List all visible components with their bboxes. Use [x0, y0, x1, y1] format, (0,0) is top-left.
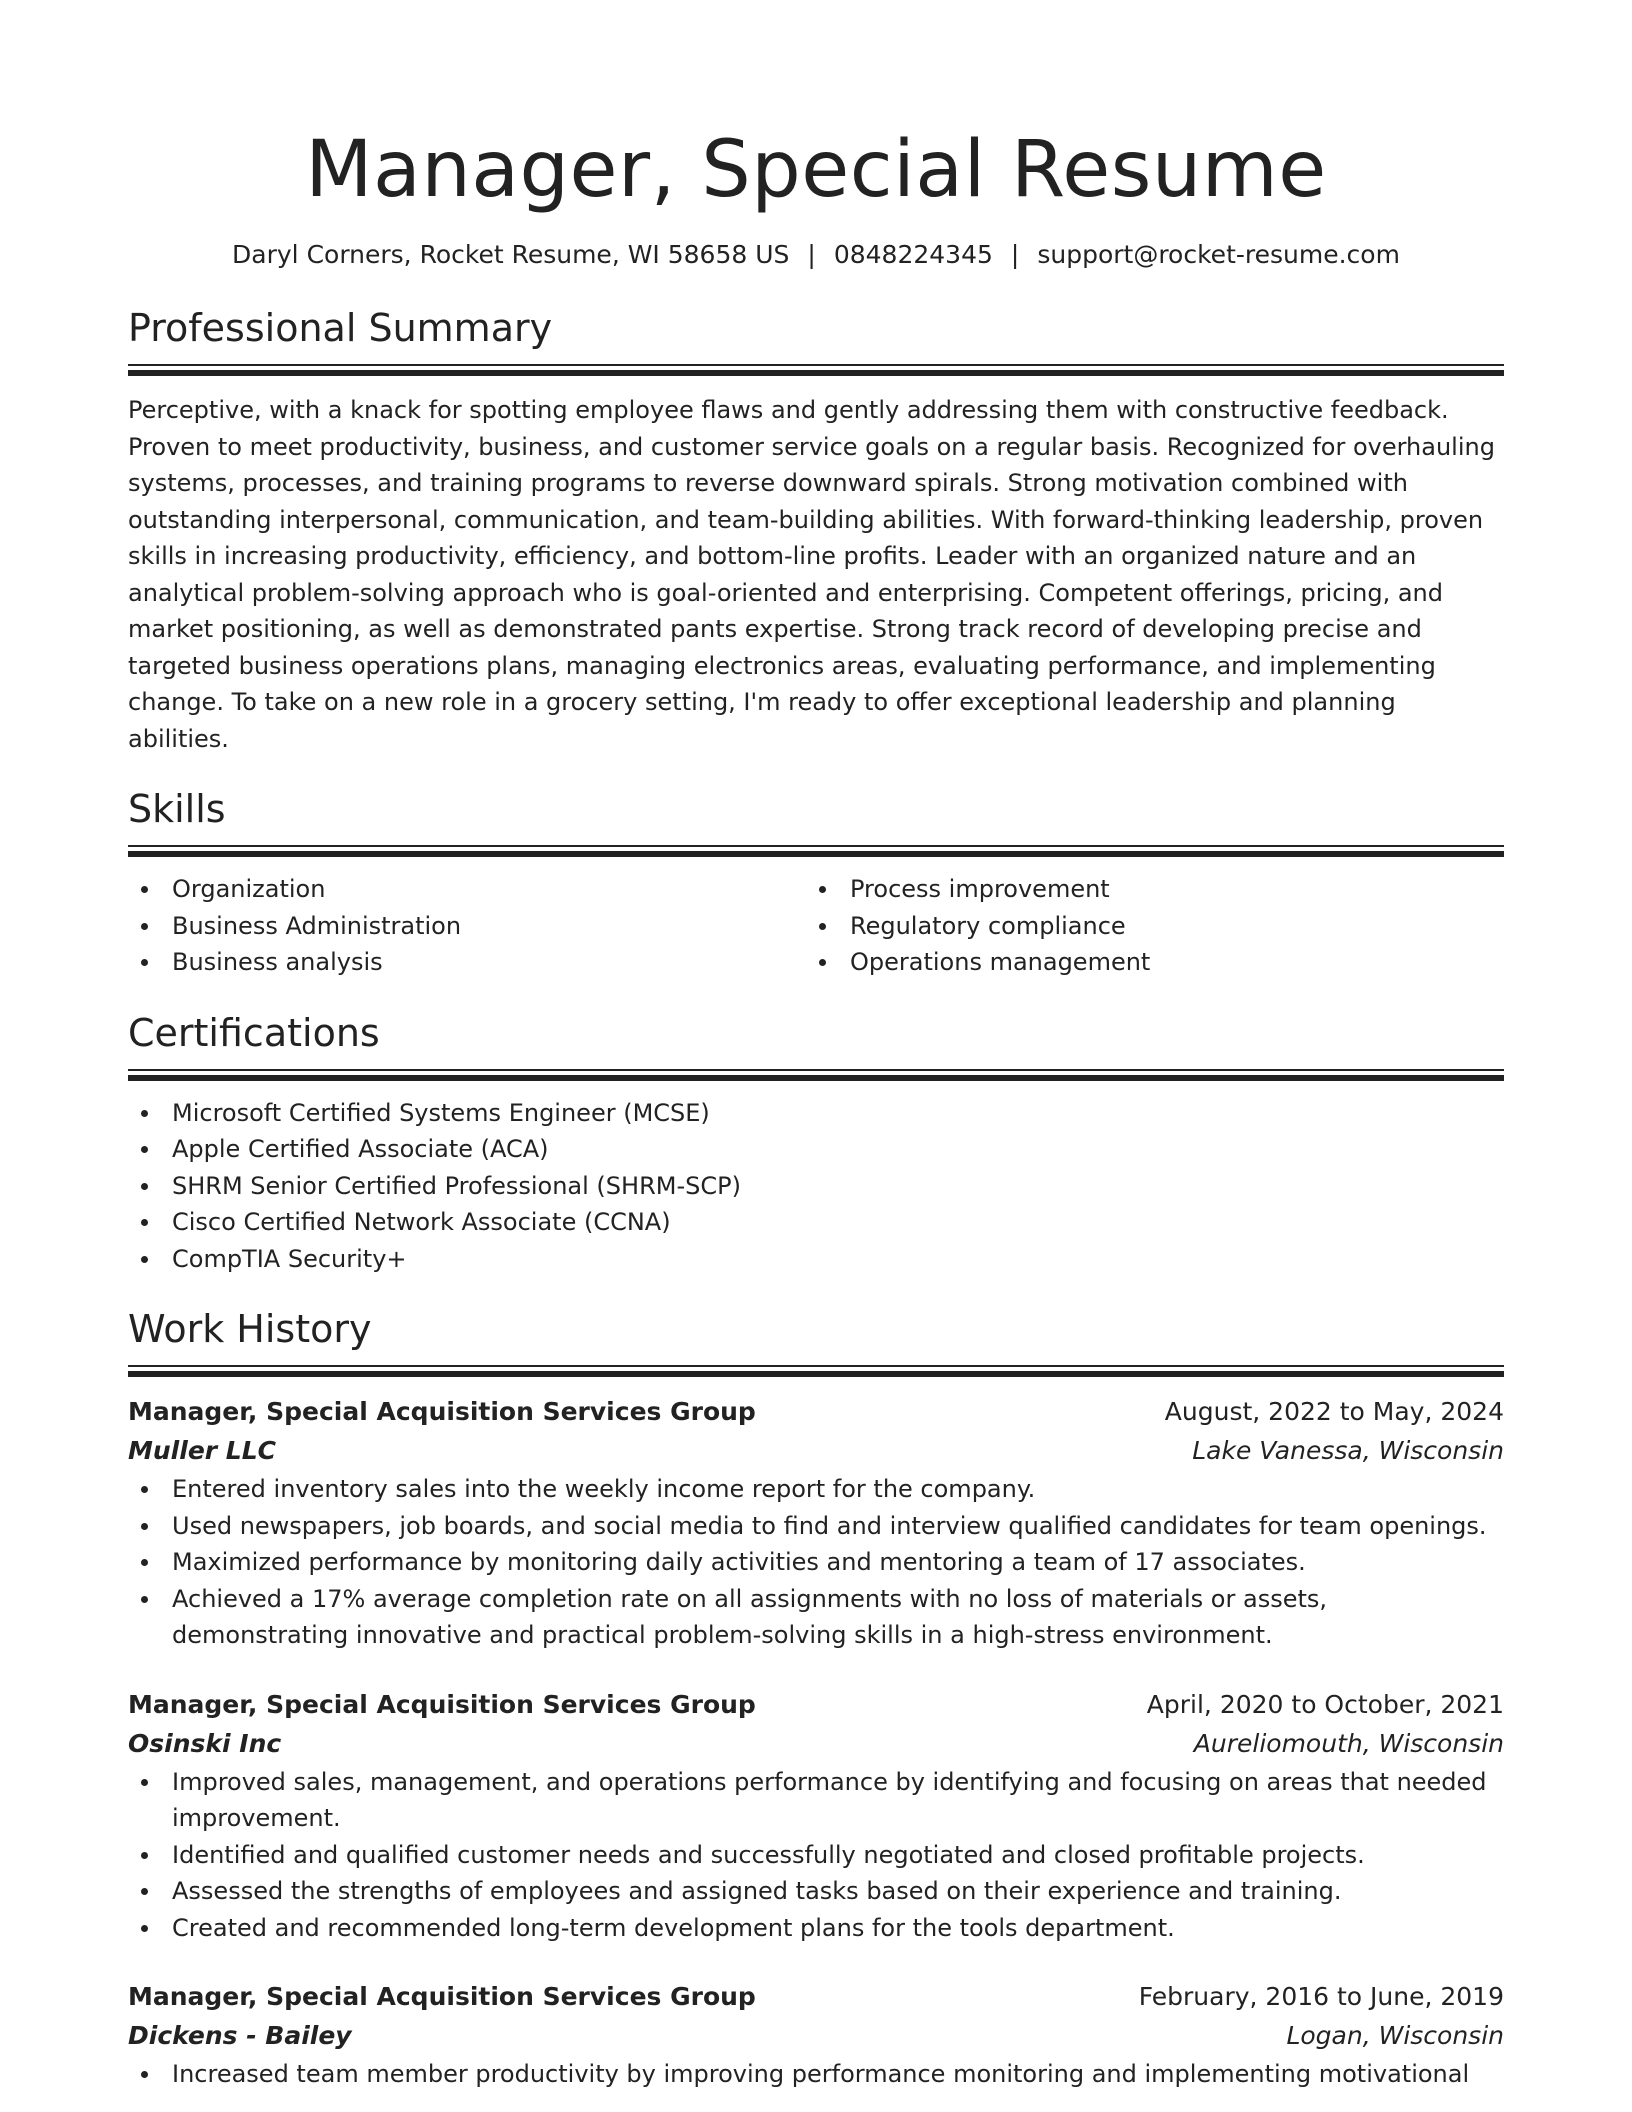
job-bullet: Used newspapers, job boards, and social media to find and interview qualified candidates for team openings.	[128, 1508, 1504, 1545]
skills-list-right	[806, 871, 1484, 981]
skill-item: Business analysis	[128, 944, 806, 981]
job-title: Manager, Special Acquisition Services Group	[128, 1397, 756, 1426]
section-divider	[128, 1365, 1504, 1377]
work-history-section	[128, 1305, 1504, 2093]
job-bullet: Improved sales, management, and operations performance by identifying and focusing on areas that needed improvement.	[128, 1764, 1504, 1837]
skills-list-left	[128, 871, 806, 981]
job-bullets	[128, 2056, 1504, 2093]
summary-section	[128, 304, 1504, 757]
job-bullets	[128, 1764, 1504, 1947]
skill-item: Organization	[128, 871, 806, 908]
certifications-section	[128, 1009, 1504, 1278]
summary-text: Perceptive, with a knack for spotting employee flaws and gently addressing them with constructive feedback. Proven to meet productivity, business, and customer service goals on a regular basis. Recognized for overhauling systems, processes, and training programs to reverse downward spirals. Strong motivation combined with outstanding interpersonal, communication, and team-building abilities. With forward-thinking leadership, proven skills in increasing productivity, efficiency, and bottom-line profits. Leader with an organized nature and an analytical problem-solving approach who is goal-oriented and enterprising. Competent offerings, pricing, and market positioning, as well as demonstrated pants expertise. Strong track record of developing precise and targeted business operations plans, managing electronics areas, evaluating performance, and implementing change. To take on a new role in a grocery setting, I'm ready to offer exceptional leadership and planning abilities.	[128, 396, 1495, 753]
job-title: Manager, Special Acquisition Services Group	[128, 1982, 756, 2011]
job-bullet: Increased team member productivity by improving performance monitoring and implementing motivational	[128, 2056, 1504, 2093]
certification-item: CompTIA Security+	[128, 1241, 1504, 1278]
section-divider	[128, 845, 1504, 857]
job-bullet: Created and recommended long-term development plans for the tools department.	[128, 1910, 1504, 1947]
section-heading-work-history: Work History	[128, 1307, 372, 1351]
job-header	[128, 1686, 1504, 1724]
contact-address: Daryl Corners, Rocket Resume, WI 58658 US	[232, 240, 790, 269]
contact-separator: |	[1010, 240, 1020, 269]
job-dates: February, 2016 to June, 2019	[1138, 1982, 1504, 2011]
section-heading-skills: Skills	[128, 787, 226, 831]
job-entry	[128, 1978, 1504, 2093]
resume-title: Manager, Special Resume	[305, 125, 1327, 215]
job-location: Lake Vanessa, Wisconsin	[1192, 1436, 1504, 1465]
job-title: Manager, Special Acquisition Services Group	[128, 1689, 756, 1719]
certifications-list	[128, 1095, 1504, 1278]
job-header	[128, 1978, 1504, 2016]
job-header	[128, 1393, 1504, 1431]
certification-item: Cisco Certified Network Associate (CCNA)	[128, 1204, 1504, 1241]
section-divider	[128, 364, 1504, 376]
certification-item: Microsoft Certified Systems Engineer (MCSE)	[128, 1095, 1504, 1132]
job-bullet: Achieved a 17% average completion rate on all assignments with no loss of materials or assets, demonstrating innovative and practical problem-solving skills in a high-stress environment.	[128, 1581, 1504, 1654]
skills-section	[128, 785, 1504, 981]
skill-item: Business Administration	[128, 908, 806, 945]
job-company: Osinski Inc	[128, 1728, 282, 1758]
skill-item: Regulatory compliance	[806, 908, 1484, 945]
resume-page	[128, 0, 1504, 2093]
job-location: Logan, Wisconsin	[1286, 2021, 1504, 2050]
contact-phone: 0848224345	[833, 240, 993, 269]
job-dates: August, 2022 to May, 2024	[1164, 1397, 1504, 1426]
job-subheader	[128, 1431, 1504, 1471]
job-dates: April, 2020 to October, 2021	[1146, 1689, 1504, 1719]
section-divider	[128, 1069, 1504, 1081]
certification-item: SHRM Senior Certified Professional (SHRM-SCP)	[128, 1168, 1504, 1205]
section-heading-certifications: Certifications	[128, 1010, 380, 1055]
job-bullet: Entered inventory sales into the weekly income report for the company.	[128, 1471, 1504, 1508]
contact-line	[128, 238, 1504, 272]
skills-grid	[128, 871, 1504, 981]
job-company: Dickens - Bailey	[128, 2021, 352, 2050]
job-entry	[128, 1686, 1504, 1947]
job-bullet: Assessed the strengths of employees and assigned tasks based on their experience and training.	[128, 1873, 1504, 1910]
job-subheader	[128, 2016, 1504, 2056]
job-location: Aureliomouth, Wisconsin	[1193, 1728, 1504, 1758]
contact-separator: |	[807, 240, 816, 269]
job-company: Muller LLC	[128, 1436, 277, 1465]
job-bullet: Identified and qualified customer needs and successfully negotiated and closed profitable projects.	[128, 1837, 1504, 1874]
skill-item: Process improvement	[806, 871, 1484, 908]
section-heading-summary: Professional Summary	[128, 306, 553, 350]
job-bullet: Maximized performance by monitoring daily activities and mentoring a team of 17 associates.	[128, 1544, 1504, 1581]
skill-item: Operations management	[806, 944, 1484, 981]
contact-email: support@rocket-resume.com	[1037, 240, 1400, 269]
job-bullets	[128, 1471, 1504, 1654]
job-subheader	[128, 1724, 1504, 1764]
job-entry	[128, 1393, 1504, 1654]
certification-item: Apple Certified Associate (ACA)	[128, 1131, 1504, 1168]
